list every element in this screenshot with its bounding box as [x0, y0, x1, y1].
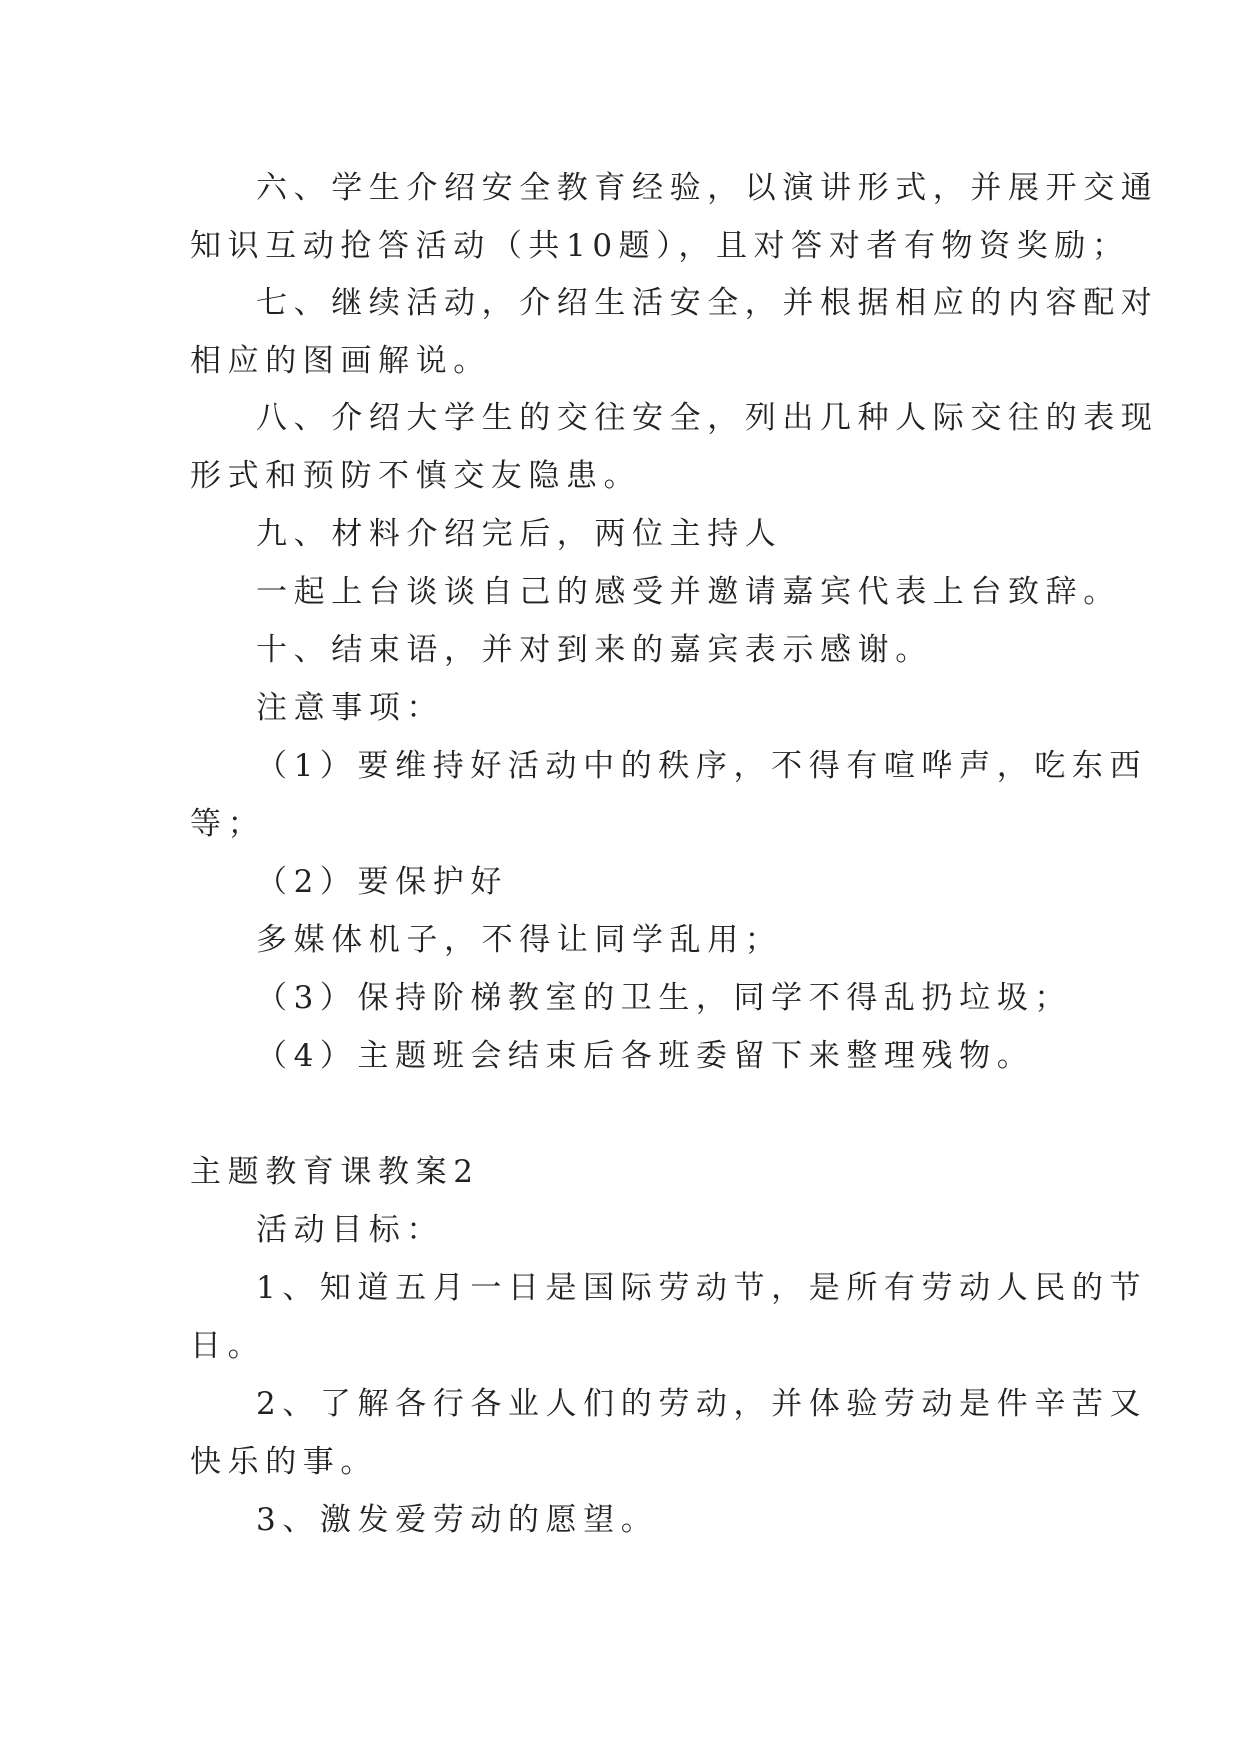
list-item: 日。 [190, 1328, 266, 1364]
list-item: （2）要保护好 [256, 864, 508, 900]
list-item: 1、知道五月一日是国际劳动节，是所有劳动人民的节 [256, 1270, 1148, 1306]
list-item: （1）要维持好活动中的秩序，不得有喧哗声，吃东西 [256, 748, 1148, 784]
list-item: 3、激发爱劳动的愿望。 [256, 1502, 659, 1538]
list-item: 2、了解各行各业人们的劳动，并体验劳动是件辛苦又 [256, 1386, 1148, 1422]
paragraph-line: 一起上台谈谈自己的感受并邀请嘉宾代表上台致辞。 [256, 574, 1121, 610]
list-item: （4）主题班会结束后各班委留下来整理残物。 [256, 1038, 1035, 1074]
paragraph-line: 七、继续活动，介绍生活安全，并根据相应的内容配对 [256, 285, 1159, 321]
section-label: 注意事项： [256, 690, 444, 726]
paragraph-line: 相应的图画解说。 [190, 343, 491, 379]
paragraph-line: 六、学生介绍安全教育经验，以演讲形式，并展开交通 [256, 170, 1159, 206]
section-heading: 主题教育课教案2 [190, 1154, 480, 1190]
list-item: 多媒体机子，不得让同学乱用； [256, 922, 783, 958]
paragraph-line: 九、材料介绍完后，两位主持人 [256, 516, 783, 552]
list-item: 等； [190, 806, 266, 842]
paragraph-line: 知识互动抢答活动（共10题），且对答对者有物资奖励； [190, 228, 1130, 264]
paragraph-line: 形式和预防不慎交友隐患。 [190, 458, 642, 494]
section-label: 活动目标： [256, 1212, 444, 1248]
paragraph-line: 十、结束语，并对到来的嘉宾表示感谢。 [256, 632, 933, 668]
list-item: （3）保持阶梯教室的卫生，同学不得乱扔垃圾； [256, 980, 1072, 1016]
paragraph-line: 八、介绍大学生的交往安全，列出几种人际交往的表现 [256, 400, 1159, 436]
list-item: 快乐的事。 [190, 1444, 378, 1480]
